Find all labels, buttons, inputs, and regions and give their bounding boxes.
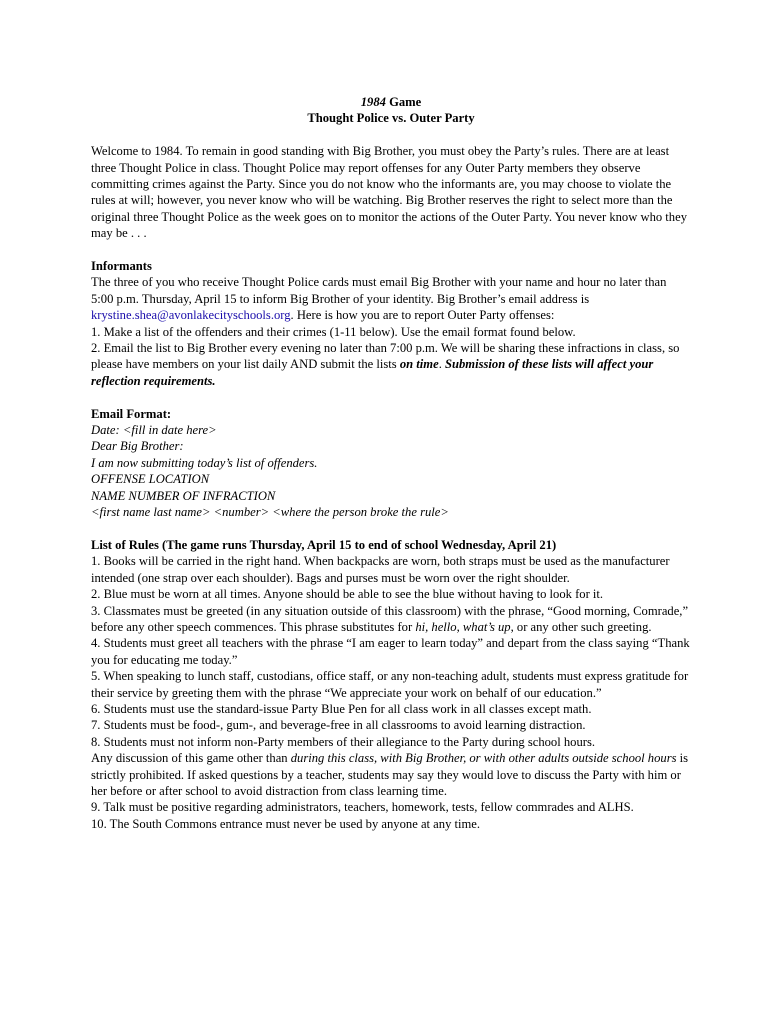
step2-text-b: .: [438, 357, 445, 372]
rule-7: 7. Students must be food-, gum-, and beverage-free in all classrooms to avoid learning distraction.: [91, 718, 586, 733]
title-line-1: [91, 94, 691, 110]
rule-3: [91, 603, 691, 636]
document-body: [91, 94, 691, 832]
step2-text-a: 2. Email the list to Big Brother every evening no later than 7:00 p.m. We will be sharing these infractions in class, so please have members on your list daily AND submit the lists: [91, 341, 680, 372]
rule-2: 2. Blue must be worn at all times. Anyone should be able to see the blue without having to look for it.: [91, 587, 604, 602]
informants-step-2: [91, 340, 691, 389]
informants-step-1: 1. Make a list of the offenders and their crimes (1-11 below). Use the email format found below.: [91, 324, 576, 339]
rule-3-text-b: , or any other such greeting.: [510, 619, 652, 634]
title-rest: Game: [385, 95, 422, 109]
rules-heading: List of Rules (The game runs Thursday, April 15 to end of school Wednesday, April 21): [91, 537, 557, 552]
rule-9: 9. Talk must be positive regarding administrators, teachers, homework, tests, fellow commrades and ALHS.: [91, 800, 634, 815]
informants-heading: Informants: [91, 259, 152, 274]
step2-emphasis: Submission of these lists will affect your reflection requirements.: [91, 357, 654, 388]
step2-on-time: on time: [399, 357, 439, 372]
email-link[interactable]: krystine.shea@avonlakecityschools.org: [91, 308, 291, 323]
rule-8b-text-b: is strictly prohibited. If asked questions by a teacher, students may say they would love to discuss the Party with him or her before or after school to avoid distraction from class learning time.: [91, 751, 689, 798]
email-format-line: <first name last name> <number> <where the person broke the rule>: [91, 505, 449, 520]
email-format-line: Date: <fill in date here>: [91, 423, 217, 438]
informants-paragraph: [91, 274, 691, 323]
rule-8b-italic: during this class, with Big Brother, or with other adults outside school hours: [290, 751, 677, 766]
rule-3-text-a: 3. Classmates must be greeted (in any situation outside of this classroom) with the phrase, “Good morning, Comrade,” before any other speech commences. This phrase substitutes for: [91, 603, 689, 634]
email-format-line: OFFENSE LOCATION: [91, 472, 210, 487]
rule-6: 6. Students must use the standard-issue Party Blue Pen for all class work in all classes except math.: [91, 701, 592, 716]
rule-5: 5. When speaking to lunch staff, custodians, office staff, or any non-teaching adult, students must express gratitude for their service by greeting them with the phrase “We appreciate your work on behalf of our education.”: [91, 669, 689, 700]
rule-3-italic: hi, hello, what’s up: [415, 619, 511, 634]
informants-text-b: . Here is how you are to report Outer Party offenses:: [290, 308, 555, 323]
intro-paragraph: Welcome to 1984. To remain in good standing with Big Brother, you must obey the Party’s rules. There are at least three Thought Police in class. Thought Police may report offenses for any Outer Party members they observe committing crimes against the Party. Since you do not know who the informants are, you may choose to violate the rules at will; however, you never know who will be watching. Big Brother reserves the right to select more than the original three Thought Police as the week goes on to monitor the actions of the Outer Party. You never know who they may be . . .: [91, 144, 687, 241]
document-title: [91, 94, 691, 127]
email-format-heading: Email Format:: [91, 406, 172, 421]
title-italic: 1984: [360, 95, 386, 109]
informants-text-a: The three of you who receive Thought Police cards must email Big Brother with your name and hour no later than 5:00 p.m. Thursday, April 15 to inform Big Brother of your identity. Big Brother’s email address is: [91, 275, 667, 306]
email-format-line: Dear Big Brother:: [91, 439, 184, 454]
rule-8b-text-a: Any discussion of this game other than: [91, 751, 291, 766]
email-format-line: I am now submitting today’s list of offenders.: [91, 455, 318, 470]
rule-4: 4. Students must greet all teachers with the phrase “I am eager to learn today” and depart from the class saying “Thank you for educating me today.”: [91, 636, 690, 667]
rule-10: 10. The South Commons entrance must never be used by anyone at any time.: [91, 816, 481, 831]
rule-8-continued: [91, 750, 691, 799]
email-format-line: NAME NUMBER OF INFRACTION: [91, 488, 276, 503]
title-line-2: Thought Police vs. Outer Party: [307, 111, 475, 126]
rule-1: 1. Books will be carried in the right hand. When backpacks are worn, both straps must be used as the manufacturer intended (one strap over each shoulder). Bags and purses must be worn over the right shoulder.: [91, 554, 670, 585]
rule-8: 8. Students must not inform non-Party members of their allegiance to the Party during school hours.: [91, 734, 596, 749]
